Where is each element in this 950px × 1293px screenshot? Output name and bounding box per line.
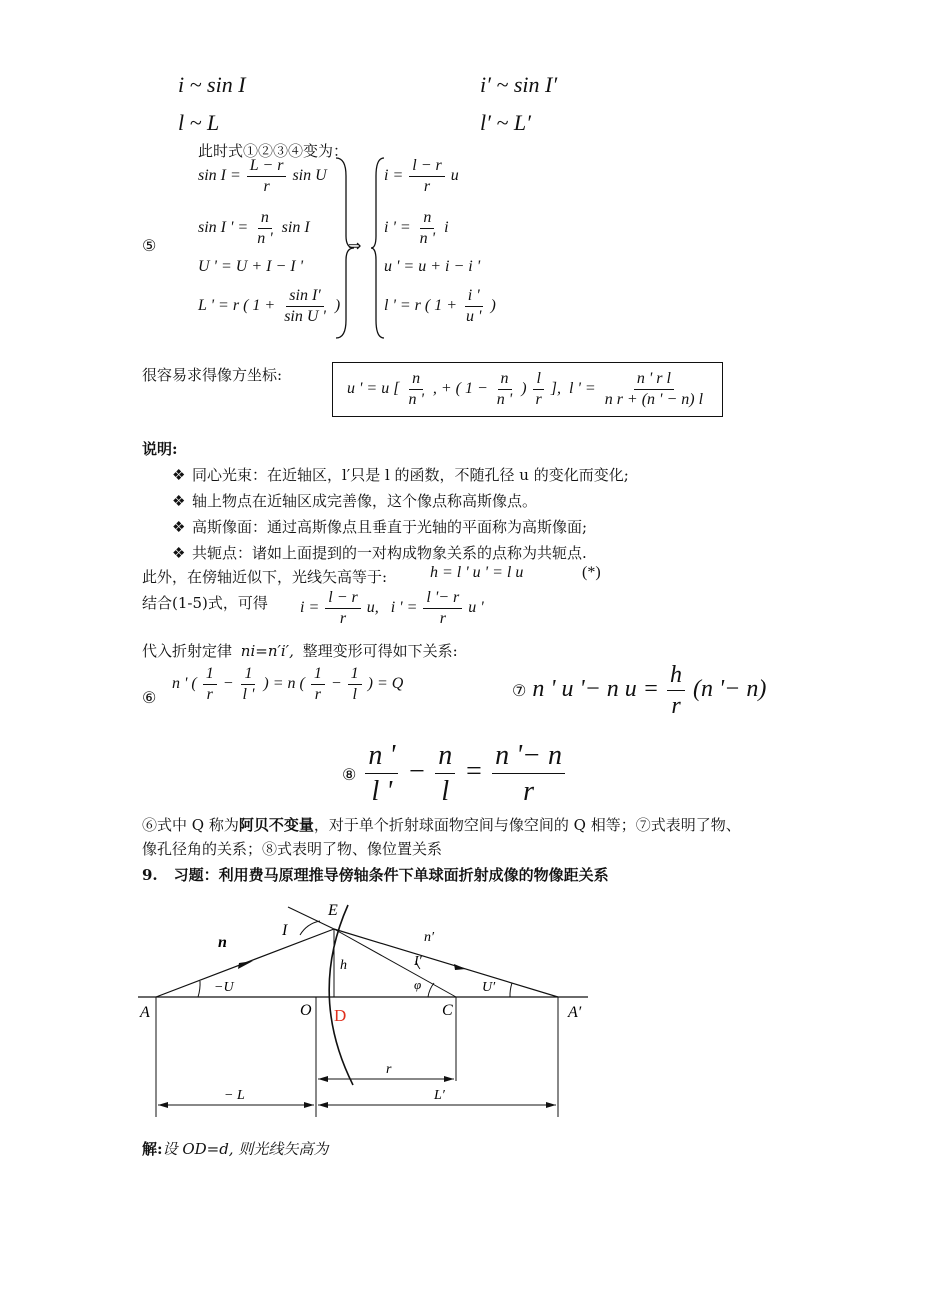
- solution-line: 解:设 OD=d, 则光线矢高为: [142, 1140, 329, 1158]
- dim-negL-arrow-right: [304, 1102, 314, 1108]
- intro-text: 此时式①②③④变为：: [198, 142, 349, 160]
- label-C: C: [442, 1002, 453, 1019]
- relation-i-sinI: i ~ sin I: [178, 72, 246, 97]
- angle-Uprime-arc: [510, 983, 512, 997]
- note-item: ❖ 轴上物点在近轴区成完善像，这个像点称高斯像点。: [172, 492, 538, 510]
- combine-formula: i = $\frac{l - r}{r}$ u, i ' = $\frac{l '- r}{r}$ u ': [300, 589, 484, 627]
- dim-r-arrow-right: [444, 1076, 454, 1082]
- label-A: A: [140, 1004, 150, 1021]
- label-h: h: [340, 958, 347, 973]
- label-O: O: [300, 1002, 312, 1019]
- eq5-left-2: sin I ' = $\frac{n}{n '}$ sin I: [198, 209, 310, 247]
- eq8-formula: ⑧ $\frac{n '}{l '}$ − $\frac{n}{l}$ = $\frac{n '- n}{r}$: [342, 738, 567, 809]
- eq5-implies-arrow: ⇒: [348, 238, 362, 255]
- eq5-left-4: L ' = r ( 1 + $\frac{\text{sin I′}}{\text{sin U '}}$ ): [198, 287, 341, 325]
- label-Lprime: L′: [434, 1088, 445, 1103]
- summary-line-2: 像孔径角的关系；⑧式表明了物、像位置关系: [142, 840, 443, 858]
- relation-lprime-Lprime: l′ ~ L′: [480, 110, 531, 135]
- eq5-right-3: u ' = u + i − i ': [384, 258, 481, 275]
- eq5-left-3: U ' = U + I − I ': [198, 258, 303, 275]
- dim-Lprime-arrow-right: [546, 1102, 556, 1108]
- label-n: n: [218, 934, 227, 951]
- summary-line-1: ⑥式中 Q 称为阿贝不变量，对于单个折射球面物空间与像空间的 Q 相等；⑦式表明了物、: [142, 816, 741, 834]
- label-negL: − L: [224, 1088, 245, 1103]
- angle-I-arc: [300, 921, 320, 935]
- note-item: ❖ 同心光束：在近轴区，l′只是 l 的函数，不随孔径 u 的变化而变化;: [172, 466, 629, 484]
- refracted-ray: [334, 929, 558, 997]
- exercise-title: 9. 习题：利用费马原理推导傍轴条件下单球面折射成像的物像距关系: [142, 866, 609, 884]
- dim-r-arrow-left: [318, 1076, 328, 1082]
- eq5-right-2: i ' = $\frac{n}{n '}$ i: [384, 209, 449, 247]
- notes-heading: 说明:: [142, 440, 178, 458]
- note-item: ❖ 共轭点：诸如上面提到的一对构成物象关系的点称为共轭点.: [172, 544, 587, 562]
- eq7-formula: ⑦ n ' u '− n u = $\frac{h}{r}$ (n '− n): [512, 662, 767, 719]
- spherical-surface: [329, 905, 353, 1085]
- angle-negU-arc: [198, 981, 200, 997]
- note-item: ❖ 高斯像面：通过高斯像点且垂直于光轴的平面称为高斯像面;: [172, 518, 588, 536]
- refracted-arrow: [454, 964, 466, 970]
- eq5-right-1: i = $\frac{l - r}{r}$ u: [384, 157, 459, 195]
- label-E: E: [328, 902, 338, 919]
- eq6-marker: ⑥: [142, 690, 157, 707]
- relation-l-L: l ~ L: [178, 110, 220, 135]
- eq5-right-4: l ' = r ( 1 + $\frac{i '}{u '}$ ): [384, 287, 496, 325]
- incident-arrow: [238, 961, 253, 969]
- label-phi: φ: [414, 977, 422, 992]
- image-coord-label: 很容易求得像方坐标:: [142, 366, 283, 384]
- refraction-line: 代入折射定律 ni=n′i′, 整理变形可得如下关系:: [142, 642, 458, 660]
- label-Iprime: I′: [414, 954, 422, 969]
- image-coord-formula: u ' = u [ $\frac{n}{n '}$ , + ( 1 − $\frac{n}{n '}$ ) $\frac{l}{r}$ ], l ' = $\frac{\text{n ' r l}}{\text{n r + (n ' − n) l}}$: [332, 362, 723, 417]
- eq6-formula: n ' ( $\frac{1}{r}$ − $\frac{1}{l '}$ ) = n ( $\frac{1}{r}$ − $\frac{1}{l}$ ) = Q: [172, 665, 404, 703]
- normal-line: [334, 929, 456, 997]
- label-Aprime: A′: [568, 1004, 582, 1021]
- label-I: I: [282, 922, 288, 939]
- eq5-marker: ⑤: [142, 238, 157, 255]
- label-negU: −U: [214, 980, 234, 995]
- paraxial-tag: (*): [582, 564, 601, 581]
- label-Uprime: U′: [482, 980, 496, 995]
- dim-Lprime-arrow-left: [318, 1102, 328, 1108]
- eq5-left-1: sin I = $\frac{L - r}{r}$ sin U: [198, 157, 327, 195]
- label-nprime: n′: [424, 930, 435, 945]
- angle-phi-arc: [428, 983, 434, 997]
- paraxial-text: 此外，在傍轴近似下，光线矢高等于:: [142, 568, 388, 586]
- label-D: D: [334, 1006, 347, 1025]
- dim-negL-arrow-left: [158, 1102, 168, 1108]
- combine-text: 结合(1-5)式，可得: [142, 594, 268, 612]
- label-r: r: [386, 1062, 392, 1077]
- paraxial-formula: h = l ' u ' = l u: [430, 564, 524, 581]
- relation-iprime-sinIprime: i′ ~ sin I′: [480, 72, 558, 97]
- refraction-diagram: [138, 895, 598, 1125]
